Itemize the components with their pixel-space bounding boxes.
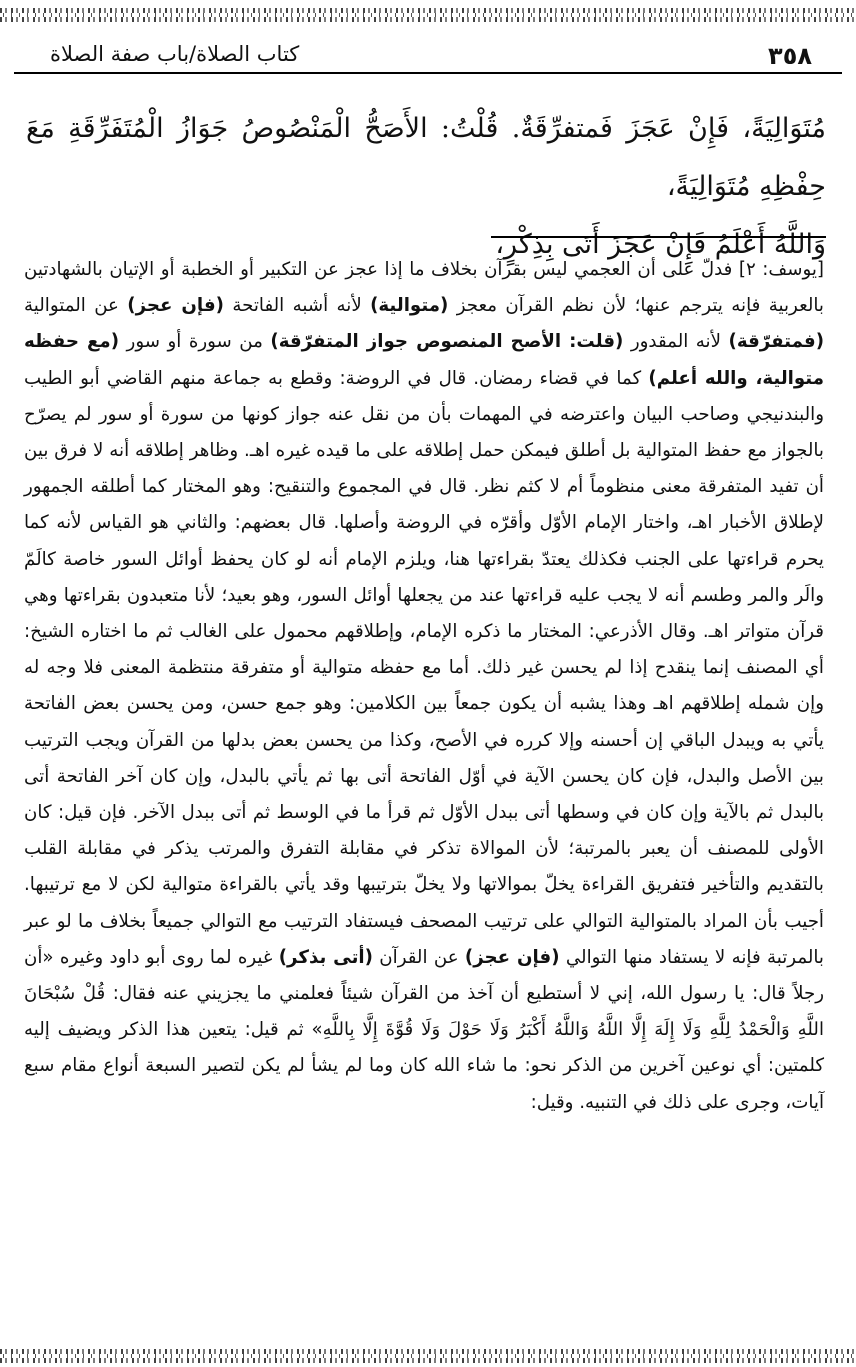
commentary-paragraph (24, 252, 824, 1121)
quoted-matn-phrase: (متوالية) (370, 295, 449, 317)
commentary-segment: غيره لما روى أبو داود وغيره «أن رجلاً قال: يا رسول الله، إني لا أستطيع أن آخذ من القرآن شيئاً فعلمني ما يجزيني عنه فقال: (24, 946, 824, 1005)
quoted-matn-phrase: (أتى بذكر) (278, 946, 373, 968)
commentary-text (24, 252, 824, 1121)
dhikr-quote: قُلْ سُبْحَانَ اللَّهِ وَالْحَمْدُ لِلَّهِ وَلَا إِلَهَ إِلَّا اللَّهُ وَاللَّهُ أَكْبَرُ وَلَا حَوْلَ وَلَا قُوَّةَ إِلَّا بِاللَّهِ (24, 983, 825, 1041)
quoted-matn-phrase: (فإن عجز) (127, 295, 224, 317)
main-text (26, 100, 826, 274)
commentary-segment: لأنه المقدور (623, 331, 729, 353)
commentary-segment: كما في قضاء رمضان. قال في الروضة: وقطع به جماعة منهم القاضي أبو الطيب والبندنيجي وصاحب البيان واعترضه في المهمات بأن من نقل عنه جواز كونها من سورة أو سور لم يصرّح بالجواز مع حفظ المتوالية بل أطلق فيمكن حمل إطلاقه على ما قيده غيره اهـ. وظاهر إطلاقه أنه لا فرق بين أن تفيد المتفرقة معنى منظوماً أم لا كثم نظر. قال في المجموع والتنقيح: وهو المختار كما أطلقه الجمهور لإطلاق الأخبار اهـ، واختار الإمام الأوّل وأقرّه في الروضة وأصلها. قال بعضهم: والثاني هو القياس لأنه كما يحرم قراءتها على الجنب فكذلك يعتدّ بقراءتها هنا، ويلزم الإمام أنه لو كان يحفظ أوائل السور خاصة كالَمّ والَر والمر وطسم أنه لا يجب عليه قراءتها عند من يجعلها أوائل السور، وهو بعيد؛ لأنا متعبدون بقراءتها وهي قرآن متواتر اهـ. وقال الأذرعي: المختار ما ذكره الإمام، وإطلاقهم محمول على الغالب ثم ما اختاره الشيخ: أي المصنف إنما ينقدح إذا لم يحسن غير ذلك. أما مع حفظه متوالية أو متفرقة منتظمة المعنى فلا وجه له وإن شمله إطلاقهم اهـ وهذا يشبه أن يكون جمعاً بين الكلامين: وهو جمع حسن، ومن يحسن بعض الفاتحة يأتي به ويبدل الباقي إن أحسنه وإلا كرره في الأصح، وكذا من يحسن بعض بدلها من القرآن ويجب الترتيب بين الأصل والبدل، فإن كان يحسن الآية في أوّل الفاتحة أتى بها ثم يأتي بالبدل، وإن كان آخر الفاتحة أتى بالبدل ثم بالآية وإن كان في وسطها أتى ببدل الأوّل ثم قرأ ما في الوسط ثم أتى ببدل الآخر. فإن قيل: كان الأولى للمصنف أن يعبر بالمرتبة؛ لأن الموالاة تذكر في مقابلة التفرق والمرتب يذكر في مقابلة القلب بالتقديم والتأخير فتفريق القراءة يخلّ بموالاتها ولا يخلّ بترتيبها وقد يأتي بالقراءة متوالية لكن لا مع ترتيبها. أجيب بأن المراد بالمتوالية التوالي على ترتيب المصحف فيستفاد الترتيب مع التوالي جميعاً بخلاف ما لو عبر بالمرتبة فإنه لا يستفاد منها التوالي (24, 367, 824, 968)
top-ornamental-border (0, 8, 856, 22)
page-header (14, 30, 842, 74)
commentary-segment: من سورة أو سور (119, 331, 271, 353)
commentary-segment: عن المتوالية (24, 295, 128, 317)
commentary-segment: لأنه أشبه الفاتحة (223, 295, 371, 317)
bottom-ornamental-border (0, 1349, 856, 1363)
commentary-segment: عن القرآن (372, 946, 465, 968)
quoted-matn-phrase: (قلت: الأصح المنصوص جواز المتفرّقة) (270, 331, 624, 353)
section-divider (491, 236, 826, 238)
running-title: كتاب الصلاة/باب صفة الصلاة (50, 42, 300, 66)
quoted-matn-phrase: (مع حفظه متوالية، والله أعلم) (24, 331, 824, 389)
quoted-matn-phrase: (فإن عجز) (464, 946, 560, 968)
commentary-segment: » ثم قيل: يتعين هذا الذكر ويضيف إليه كلمتين: أي نوعين آخرين من الذكر نحو: ما شاء الله كان وما لم يشأ لم يكن لتصير السبعة أنواع مقام سبع آيات، وجرى على ذلك في التنبيه. وقيل: (24, 1019, 824, 1113)
commentary-segment: [يوسف: ٢] فدلّ على أن العجمي ليس بقرآن بخلاف ما إذا عجز عن التكبير أو الخطبة أو الإتيان بالشهادتين بالعربية فإنه يترجم عنها؛ لأن نظم القرآن معجز (24, 259, 824, 317)
page-number: ٣٥٨ (768, 42, 812, 70)
main-text-line: وَاللَّهُ أَعْلَمُ فَإِنْ عَجَزَ أَتَى بِذِكْرٍ، (495, 229, 826, 260)
quoted-matn-phrase: (فمتفرّقة) (728, 331, 825, 353)
main-text-line: مُتَوَالِيَةً، فَإِنْ عَجَزَ فَمتفرِّقَةٌ. قُلْتُ: الأَصَحُّ الْمَنْصُوصُ جَوَازُ الْمُتَفَرِّقَةِ مَعَ حِفْظِهِ مُتَوَالِيَةً، (26, 113, 826, 202)
